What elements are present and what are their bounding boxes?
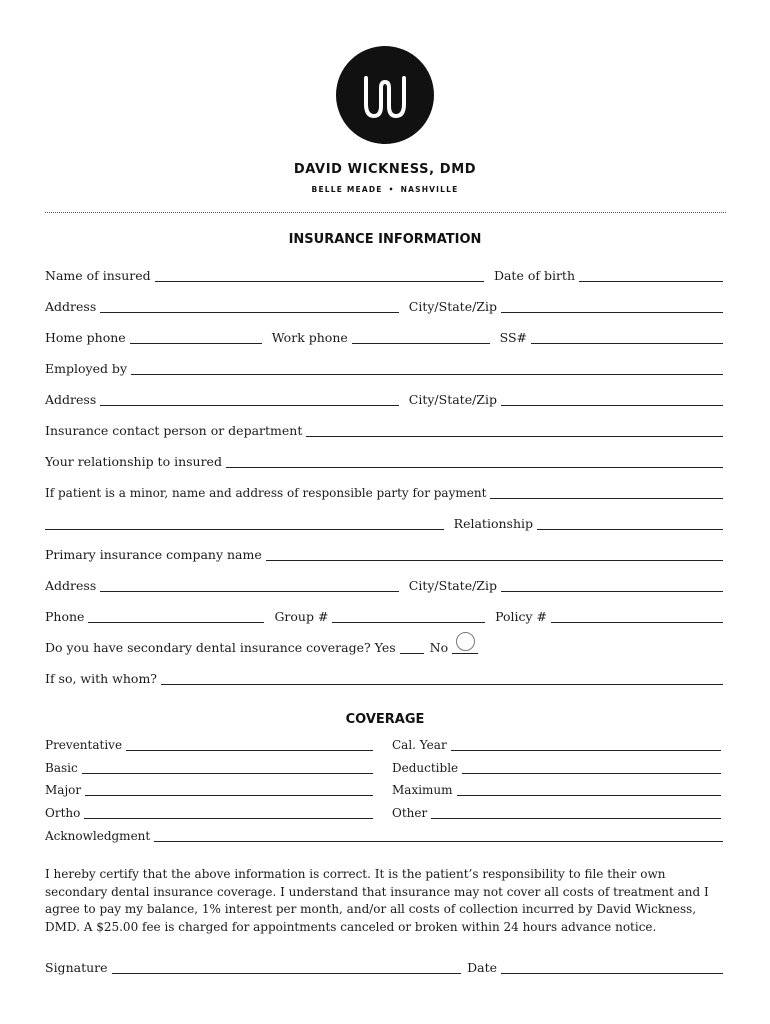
ortho-field[interactable] [84,805,373,819]
row-ortho [45,803,373,821]
row-major [45,780,373,798]
home-phone-label: Home phone [45,330,126,345]
secondary-yes-field[interactable] [400,640,424,654]
row-cal-year [392,735,721,753]
work-phone-label: Work phone [271,330,348,345]
secondary-question-label: Do you have secondary dental insurance coverage? Yes [45,640,396,655]
contact-person-field[interactable] [306,423,723,437]
maximum-field[interactable] [457,782,721,796]
secondary-no-label: No [429,640,449,655]
preventative-label: Preventative [45,738,123,752]
location-separator: • [388,185,395,194]
minor-party-label: If patient is a minor, name and address of responsible party for payment [45,486,487,500]
row-preventative [45,735,373,753]
company-city-state-zip-label: City/State/Zip [408,578,497,593]
location-nashville: NASHVILLE [400,185,459,194]
practice-logo [336,46,434,144]
company-address-field[interactable] [100,578,399,592]
date-of-birth-label: Date of birth [493,268,575,283]
name-of-insured-label: Name of insured [45,268,151,283]
row-signature [45,958,723,976]
employed-by-label: Employed by [45,361,128,376]
relationship-label: Relationship [453,516,533,531]
phone-field[interactable] [88,609,264,623]
w-monogram-icon [336,46,434,144]
maximum-label: Maximum [392,783,453,797]
basic-field[interactable] [82,760,373,774]
preventative-field[interactable] [126,737,373,751]
row-deductible [392,758,721,776]
row-if-so-whom [45,669,723,687]
row-phone-group-policy [45,607,723,625]
if-so-whom-field[interactable] [161,671,723,685]
dotted-divider [45,212,726,213]
major-field[interactable] [85,782,373,796]
row-acknowledgment [45,826,723,844]
primary-company-label: Primary insurance company name [45,547,262,562]
deductible-field[interactable] [462,760,721,774]
practice-location [0,185,770,194]
group-field[interactable] [332,609,485,623]
row-other [392,803,721,821]
date-of-birth-field[interactable] [579,268,723,282]
row-contact-person [45,421,723,439]
work-phone-field[interactable] [352,330,490,344]
relationship-to-insured-field[interactable] [226,454,723,468]
location-belle-meade: BELLE MEADE [311,185,383,194]
employer-address-label: Address [45,392,97,407]
row-maximum [392,780,721,798]
address-label: Address [45,299,97,314]
certification-text: I hereby certify that the above information is correct. It is the patient’s responsibility to file their own secondary dental insurance coverage. I understand that insurance may not cover all costs of treatment and I agree to pay my balance, 1% interest per month, and/or all costs of collection incurred by David Wickness, DMD. A $25.00 fee is charged for appointments canceled or broken within 24 hours advance notice. [45,867,709,934]
minor-party-field[interactable] [490,485,723,499]
cal-year-field[interactable] [451,737,721,751]
relationship-field[interactable] [537,516,723,530]
row-minor-responsible-party [45,483,723,501]
acknowledgment-field[interactable] [154,828,723,842]
deductible-label: Deductible [392,761,459,775]
contact-person-label: Insurance contact person or department [45,423,303,438]
basic-label: Basic [45,761,78,775]
address-field[interactable] [100,299,399,313]
row-employed-by [45,359,723,377]
employer-city-state-zip-label: City/State/Zip [408,392,497,407]
row-secondary-coverage [45,638,723,656]
group-label: Group # [274,609,329,624]
primary-company-field[interactable] [266,547,723,561]
row-address-2 [45,390,723,408]
name-of-insured-field[interactable] [155,268,484,282]
ssn-label: SS# [499,330,527,345]
date-field[interactable] [501,960,723,974]
company-address-label: Address [45,578,97,593]
responsible-party-name-field[interactable] [45,516,444,530]
home-phone-field[interactable] [130,330,262,344]
cal-year-label: Cal. Year [392,738,447,752]
row-address-1 [45,297,723,315]
row-address-3 [45,576,723,594]
other-field[interactable] [431,805,721,819]
row-name-of-insured [45,266,723,284]
policy-field[interactable] [551,609,723,623]
other-label: Other [392,806,428,820]
city-state-zip-field[interactable] [501,299,723,313]
insurance-heading: INSURANCE INFORMATION [288,232,482,247]
ssn-field[interactable] [531,330,723,344]
coverage-heading: COVERAGE [345,712,425,727]
policy-label: Policy # [495,609,547,624]
relationship-to-insured-label: Your relationship to insured [45,454,222,469]
major-label: Major [45,783,82,797]
employer-address-field[interactable] [100,392,399,406]
employer-city-state-zip-field[interactable] [501,392,723,406]
signature-label: Signature [45,960,108,975]
acknowledgment-label: Acknowledgment [45,829,151,843]
employed-by-field[interactable] [131,361,723,375]
row-basic [45,758,373,776]
row-phones [45,328,723,346]
row-responsible-party-continued [45,514,723,532]
practice-name: DAVID WICKNESS, DMD [293,162,477,177]
signature-field[interactable] [112,960,462,974]
phone-label: Phone [45,609,85,624]
row-relationship-to-insured [45,452,723,470]
date-label: Date [467,960,497,975]
secondary-no-radio[interactable] [456,632,475,651]
if-so-whom-label: If so, with whom? [45,671,157,686]
row-primary-company [45,545,723,563]
company-city-state-zip-field[interactable] [501,578,723,592]
ortho-label: Ortho [45,806,81,820]
city-state-zip-label: City/State/Zip [408,299,497,314]
